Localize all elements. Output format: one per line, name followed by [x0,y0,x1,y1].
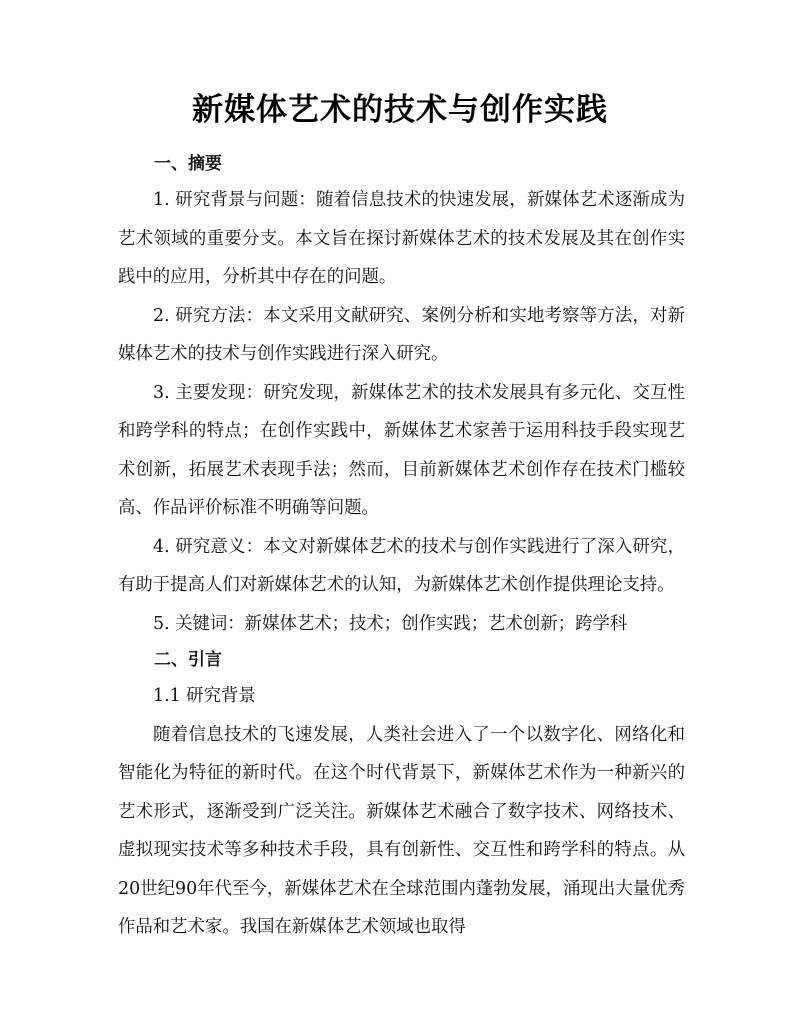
document-title: 新媒体艺术的技术与创作实践 [192,92,608,128]
introduction-paragraph: 随着信息技术的飞速发展，人类社会进入了一个以数字化、网络化和智能化为特征的新时代。在这个时代背景下，新媒体艺术作为一种新兴的艺术形式，逐渐受到广泛关注。新媒体艺术融合了数字技术、网络技术、虚拟现实技术等多种技术手段，具有创新性、交互性和跨学科的特点。从20世纪90年代至今，新媒体艺术在全球范围内蓬勃发展，涌现出大量优秀作品和艺术家。我国在新媒体艺术领域也取得 [118,724,685,937]
section-heading-introduction: 二、引言 [154,650,222,670]
abstract-item-4: 4. 研究意义：本文对新媒体艺术的技术与创作实践进行了深入研究，有助于提高人们对新媒体艺术的认知，为新媒体艺术创作提供理论支持。 [118,536,685,595]
abstract-item-1: 1. 研究背景与问题：随着信息技术的快速发展，新媒体艺术逐渐成为艺术领域的重要分支。本文旨在探讨新媒体艺术的技术发展及其在创作实践中的应用，分析其中存在的问题。 [118,190,685,287]
abstract-item-3: 3. 主要发现：研究发现，新媒体艺术的技术发展具有多元化、交互性和跨学科的特点；在创作实践中，新媒体艺术家善于运用科技手段实现艺术创新，拓展艺术表现手法；然而，目前新媒体艺术创作存在技术门槛较高、作品评价标准不明确等问题。 [118,382,685,518]
document-body [118,147,685,947]
section-heading-abstract: 一、摘要 [154,154,222,174]
abstract-keywords: 5. 关键词：新媒体艺术；技术；创作实践；艺术创新；跨学科 [153,613,628,634]
abstract-item-2: 2. 研究方法：本文采用文献研究、案例分析和实地考察等方法，对新媒体艺术的技术与创作实践进行深入研究。 [118,305,685,364]
subsection-heading-background: 1.1 研究背景 [153,686,256,706]
